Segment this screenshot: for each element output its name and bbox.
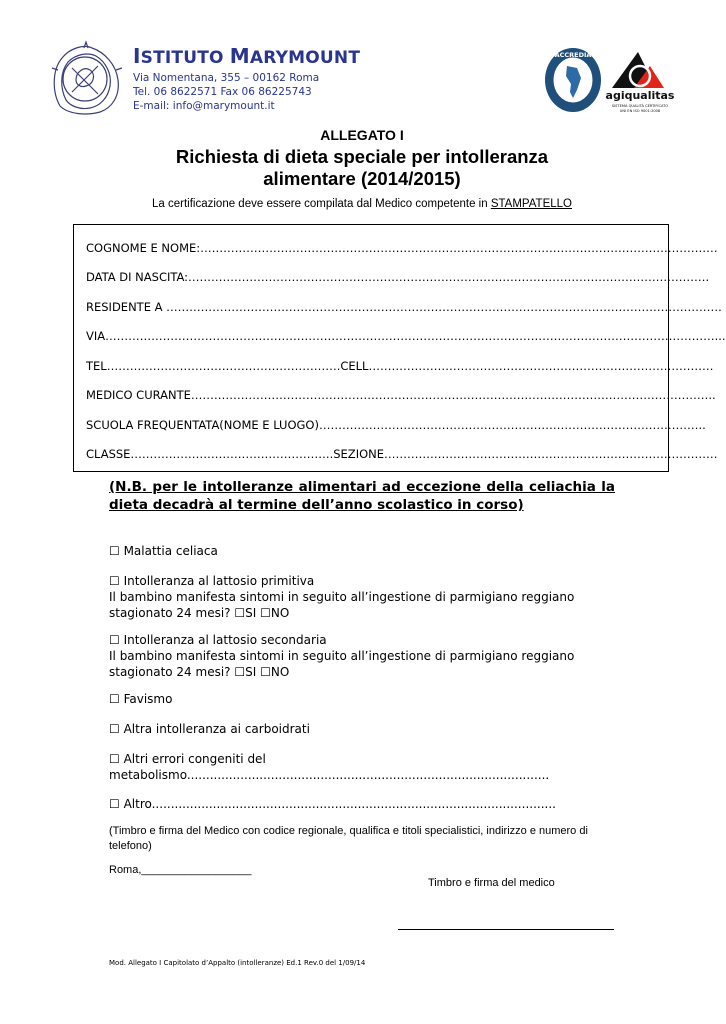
nb-note: (N.B. per le intolleranze alimentari ad eccezione della celiachia la dieta decadrà al termine dell’anno scolastico in corso) — [109, 479, 615, 513]
field-cognome-nome[interactable]: COGNOME E NOME:……………………………………………………………………………………………………………………… — [86, 241, 718, 255]
option-altro[interactable]: ☐ Altro.......................................................................................................... — [109, 797, 556, 811]
institute-crest-logo — [46, 40, 124, 118]
document-title — [0, 146, 724, 190]
title-line-2: alimentare (2014/2015) — [263, 168, 461, 189]
svg-text:UNI EN ISO 9001:2008: UNI EN ISO 9001:2008 — [619, 109, 661, 113]
option-malattia-celiaca[interactable]: ☐ Malattia celiaca — [109, 544, 218, 558]
accredia-seal-logo — [543, 46, 603, 114]
field-data-nascita[interactable]: DATA DI NASCITA:………………………………………………………………………………………………………………………. — [86, 270, 710, 284]
institute-name: ISTITUTO MARYMOUNT — [133, 44, 361, 68]
document-footer: Mod. Allegato I Capitolato d’Appalto (intolleranze) Ed.1 Rev.0 del 1/09/14 — [109, 959, 366, 967]
agiqualitas-logo — [604, 46, 676, 118]
svg-text:agiqualitas: agiqualitas — [605, 89, 675, 102]
field-via[interactable]: VIA……………………………………………………………………………………………………………………………………………... — [86, 329, 726, 343]
option-altra-intolleranza[interactable]: ☐ Altra intolleranza ai carboidrati — [109, 722, 310, 736]
option-errori-congeniti[interactable]: ☐ Altri errori congeniti del — [109, 752, 266, 766]
title-line-1: Richiesta di dieta speciale per intolleranza — [175, 146, 549, 167]
field-residente[interactable]: RESIDENTE A ………………………………………………………………………………………………………………………………. — [86, 300, 722, 314]
option-lattosio-primitiva[interactable]: ☐ Intolleranza al lattosio primitiva — [109, 574, 315, 588]
option-lattosio-primitiva-desc: Il bambino manifesta sintomi in seguito all’ingestione di parmigiano reggiano — [109, 590, 575, 604]
option-lattosio-secondaria-desc: Il bambino manifesta sintomi in seguito all’ingestione di parmigiano reggiano — [109, 649, 575, 663]
institute-email: E-mail: info@marymount.it — [133, 100, 275, 112]
option-lattosio-secondaria-question[interactable]: stagionato 24 mesi? ☐SI ☐NO — [109, 665, 290, 679]
svg-text:ACCREDIA: ACCREDIA — [554, 51, 592, 59]
signer-label: Timbro e firma del medico — [428, 877, 555, 889]
certification-instruction: La certificazione deve essere compilata dal Medico competente in STAMPATELLO — [152, 198, 572, 210]
option-favismo[interactable]: ☐ Favismo — [109, 692, 173, 706]
svg-text:SISTEMA QUALITÀ CERTIFICATO: SISTEMA QUALITÀ CERTIFICATO — [611, 104, 669, 108]
field-classe-sezione[interactable]: CLASSE……………………………………………..SEZIONE…………………………………………………………………………… — [86, 447, 718, 461]
option-errori-congeniti-dots: metabolismo............................................................................................... — [109, 768, 550, 782]
field-medico-curante[interactable]: MEDICO CURANTE……………………………………………………………………………………………………………………….. — [86, 388, 716, 402]
field-tel-cell[interactable]: TEL…………………………………………………….CELL……………………………………………………………………………… — [86, 359, 714, 373]
institute-phone: Tel. 06 8622571 Fax 06 86225743 — [133, 86, 312, 98]
signature-line[interactable] — [398, 929, 614, 930]
institute-address: Via Nomentana, 355 – 00162 Roma — [133, 72, 320, 84]
signature-instruction: (Timbro e firma del Medico con codice regionale, qualifica e titoli specialistici, indirizzo e numero di telefono) — [109, 825, 588, 852]
patient-details-form — [73, 224, 726, 472]
field-scuola[interactable]: SCUOLA FREQUENTATA(NOME E LUOGO)……………………………………………………………………………………….. — [86, 418, 706, 432]
place-date-field[interactable]: Roma,__________________ — [109, 864, 252, 876]
option-lattosio-primitiva-question[interactable]: stagionato 24 mesi? ☐SI ☐NO — [109, 606, 290, 620]
option-lattosio-secondaria[interactable]: ☐ Intolleranza al lattosio secondaria — [109, 633, 327, 647]
allegato-heading: ALLEGATO I — [320, 127, 404, 143]
